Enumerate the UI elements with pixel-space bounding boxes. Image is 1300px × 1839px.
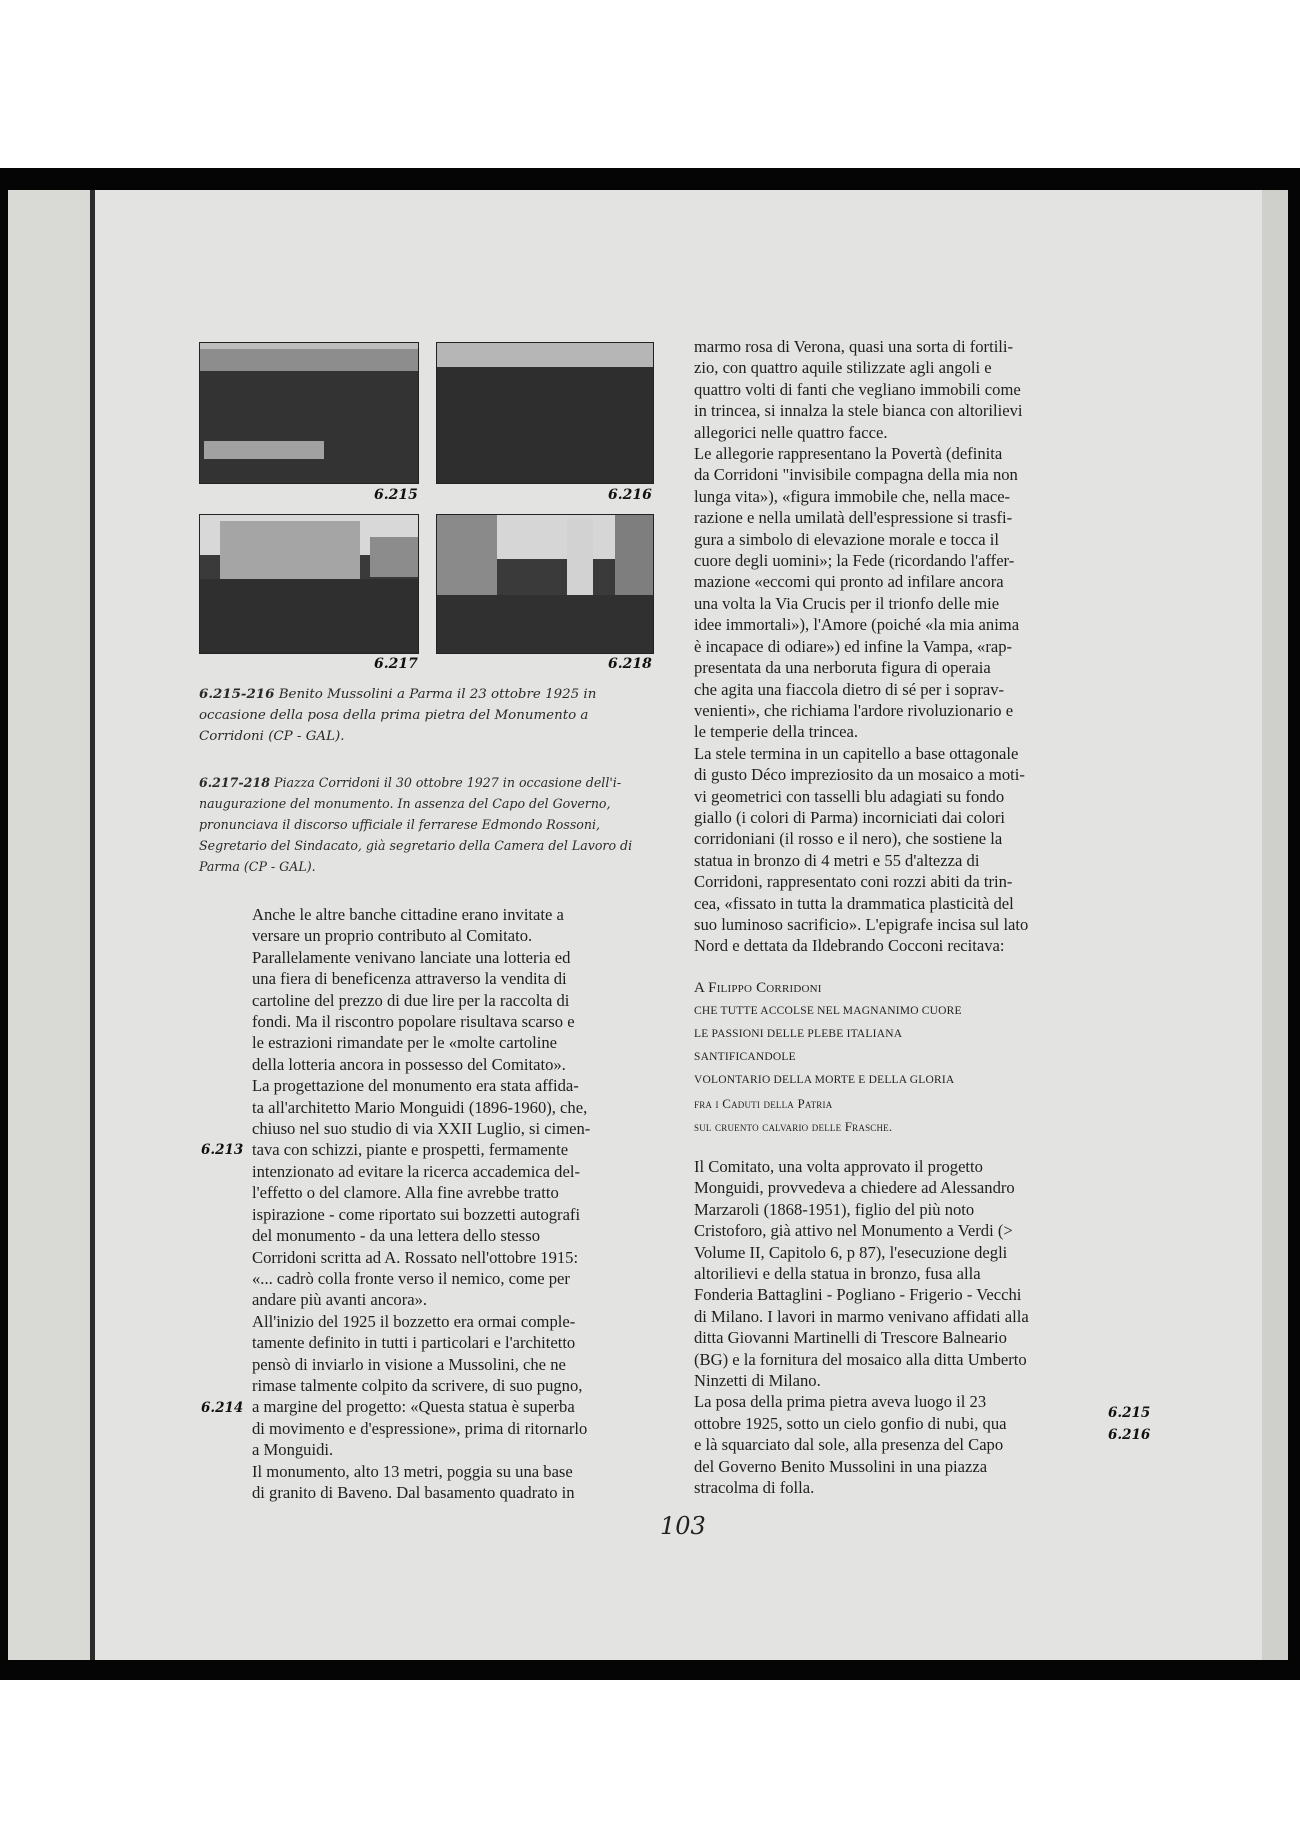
figure-number: 6.217 [374,656,418,672]
text-line: a margine del progetto: «Questa statua è superba [252,1397,575,1417]
text-line: una volta la Via Crucis per il trionfo delle mie [694,593,1000,613]
text-line: della lotteria ancora in possesso del Comitato». [252,1054,566,1074]
caption-ref: 6.217-218 [199,775,270,790]
text-line: La stele termina in un capitello a base ottagonale [694,743,1019,763]
text-line: Il Comitato, una volta approvato il progetto [694,1157,983,1176]
text-line: versare un proprio contributo al Comitato. [252,926,533,946]
body-text-right-continued [694,1156,1098,1499]
page-number: 103 [660,1512,706,1540]
text-line: vi geometrici con tasselli blu adagiati su fondo [694,786,1005,806]
book-fold [90,190,95,1660]
text-line: marmo rosa di Verona, quasi una sorta di fortili- [694,337,1014,356]
text-line: razione e nella umilatà dell'espressione si trasfi- [694,508,1013,528]
text-line: La progettazione del monumento era stata affida- [252,1076,579,1096]
photo-6-217 [199,514,419,654]
top-margin [0,0,1300,168]
text-line: suo luminoso sacrificio». L'epigrafe incisa sul lato [694,914,1029,934]
text-line: chiuso nel suo studio di via XXII Luglio, si cimen- [252,1119,591,1139]
text-line: le estrazioni rimandate per le «molte cartoline [252,1033,558,1053]
text-line: altorilievi e della statua in bronzo, fusa alla [694,1264,981,1284]
figure-number: 6.216 [608,487,652,503]
scan-border-left [0,168,8,1680]
text-line: Le allegorie rappresentano la Povertà (definita [694,444,1003,464]
caption-line: Parma (CP - GAL). [199,859,316,874]
text-line: «... cadrò colla fronte verso il nemico, come per [252,1268,570,1288]
text-line: All'inizio del 1925 il bozzetto era ormai comple- [252,1311,576,1331]
caption-line: Benito Mussolini a Parma il 23 ottobre 1925 in [278,687,597,702]
text-line: La posa della prima pietra aveva luogo il 23 [694,1392,987,1412]
margin-reference: 6.215 [1108,1405,1151,1421]
text-line: Anche le altre banche cittadine erano invitate a [252,905,564,924]
text-line: una fiera di beneficenza attraverso la vendita di [252,969,567,989]
text-line: (BG) e la fornitura del mosaico alla ditta Umberto [694,1349,1027,1369]
text-line: cuore degli uomini»; la Fede (ricordando l'affer- [694,551,1015,571]
text-line: di gusto Déco impreziosito da un mosaico a moti- [694,765,1025,785]
text-line: tava con schizzi, piante e prospetti, fermamente [252,1140,569,1160]
text-line: Corridoni scritta ad A. Rossato nell'ottobre 1915: [252,1247,579,1267]
photo-caption-2 [199,772,655,877]
epigraph-line: CHE TUTTE ACCOLSE NEL MAGNANIMO CUORE [694,1005,962,1017]
text-line: ditta Giovanni Martinelli di Trescore Balneario [694,1328,1007,1348]
text-line: ottobre 1925, sotto un cielo gonfio di nubi, qua [694,1413,1007,1433]
photo-6-218 [436,514,654,654]
text-line: da Corridoni "invisibile compagna della mia non [694,465,1018,485]
text-line: statua in bronzo di 4 metri e 55 d'altezza di [694,850,980,870]
text-line: allegorici nelle quattro facce. [694,422,888,442]
epigraph-line: fra i Caduti della Patria [694,1096,833,1111]
margin-reference: 6.216 [1108,1427,1151,1443]
text-line: che agita una fiaccola dietro di sé per i soprav- [694,679,1005,699]
text-line: stracolma di folla. [694,1478,815,1498]
text-line: Nord e dettata da Ildebrando Cocconi recitava: [694,936,1005,956]
scan-border-bottom [0,1660,1300,1680]
margin-reference: 6.213 [201,1142,244,1158]
text-line: del Governo Benito Mussolini in una piazza [694,1456,988,1476]
text-line: Marzaroli (1868-1951), figlio del più noto [694,1199,975,1219]
caption-line: Corridoni (CP - GAL). [199,729,345,744]
text-line: mazione «eccomi qui pronto ad infilare ancora [694,572,1004,592]
text-line: corridoniani (il rosso e il nero), che sostiene la [694,829,1003,849]
text-line: fondi. Ma il riscontro popolare risultava scarso e [252,1012,575,1032]
text-line: è incapace di odiare») ed infine la Vampa, «rap- [694,636,1013,656]
text-line: di granito di Baveno. Dal basamento quadrato in [252,1482,575,1502]
text-line: presentata da una nerboruta figura di operaia [694,658,991,678]
body-text-left [252,904,654,1503]
figure-number: 6.218 [608,656,652,672]
text-line: e là squarciato dal sole, alla presenza del Capo [694,1435,1004,1455]
text-line: Volume II, Capitolo 6, p 87), l'esecuzione degli [694,1242,1008,1262]
text-line: cartoline del prezzo di due lire per la raccolta di [252,990,570,1010]
scan-border-right [1288,168,1300,1680]
text-line: Cristoforo, già attivo nel Monumento a Verdi (> [694,1221,1013,1241]
text-line: in trincea, si innalza la stele bianca con altorilievi [694,401,1023,421]
text-line: rimase talmente colpito da scrivere, di suo pugno, [252,1375,583,1395]
caption-line: Piazza Corridoni il 30 ottobre 1927 in occasione dell'i- [273,775,622,790]
epigraph-line: VOLONTARIO DELLA MORTE E DELLA GLORIA [694,1074,955,1086]
text-line: idee immortali»), l'Amore (poiché «la mia anima [694,615,1020,635]
text-line: pensò di inviarlo in visione a Mussolini, che ne [252,1354,566,1374]
epigraph-line: SANTIFICANDOLE [694,1051,796,1063]
text-line: le temperie della trincea. [694,722,859,742]
epigraph-line: sul cruento calvario delle Frasche. [694,1119,893,1134]
margin-reference: 6.214 [201,1400,244,1416]
text-line: zio, con quattro aquile stilizzate agli angoli e [694,358,992,378]
text-line: Il monumento, alto 13 metri, poggia su una base [252,1461,573,1481]
caption-line: pronunciava il discorso ufficiale il ferrarese Edmondo Rossoni, [199,817,601,832]
text-line: quattro volti di fanti che vegliano immobili come [694,379,1021,399]
text-line: gura a simbolo di elevazione morale e tocca il [694,529,1000,549]
epigraph-line: LE PASSIONI DELLE PLEBE ITALIANA [694,1028,903,1040]
photo-6-216 [436,342,654,484]
text-line: andare più avanti ancora». [252,1290,428,1310]
epigraph-line: A Filippo Corridoni [694,980,822,996]
scan-border-top [0,168,1300,190]
text-line: intenzionato ad evitare la ricerca accademica del- [252,1161,580,1181]
figure-number: 6.215 [374,487,418,503]
caption-ref: 6.215-216 [199,686,275,702]
previous-page-edge [8,190,90,1660]
photo-6-215 [199,342,419,484]
caption-line: occasione della posa della prima pietra del Monumento a [199,708,589,723]
text-line: Ninzetti di Milano. [694,1371,821,1391]
text-line: lunga vita»), «figura immobile che, nella mace- [694,486,1011,506]
text-line: a Monguidi. [252,1440,334,1460]
text-line: di movimento e d'espressione», prima di ritornarlo [252,1418,588,1438]
text-line: del monumento - da una lettera dello stesso [252,1226,541,1246]
text-line: venienti», che richiama l'ardore rivoluzionario e [694,700,1014,720]
body-text-right [694,336,1098,957]
text-line: giallo (i colori di Parma) incorniciati dai colori [694,807,1006,827]
text-line: Corridoni, rappresentato coni rozzi abiti da trin- [694,872,1013,892]
text-line: l'effetto o del clamore. Alla fine avrebbe tratto [252,1183,559,1203]
text-line: ta all'architetto Mario Monguidi (1896-1960), che, [252,1097,588,1117]
text-line: Monguidi, provvedeva a chiedere ad Alessandro [694,1178,1015,1198]
photo-caption-1 [199,684,655,747]
text-line: tamente definito in tutti i particolari e l'architetto [252,1333,576,1353]
text-line: Fonderia Battaglini - Pogliano - Frigerio - Vecchi [694,1285,1022,1305]
epigraph [694,977,1098,1138]
text-line: di Milano. I lavori in marmo venivano affidati alla [694,1306,1029,1326]
text-line: ispirazione - come riportato sui bozzetti autografi [252,1204,581,1224]
text-line: Parallelamente venivano lanciate una lotteria ed [252,947,571,967]
text-line: cea, «fissato in tutta la drammatica plasticità del [694,893,1014,913]
caption-line: naugurazione del monumento. In assenza del Capo del Governo, [199,796,611,811]
caption-line: Segretario del Sindacato, già segretario della Camera del Lavoro di [199,838,633,853]
page-edge-shadow [1262,190,1288,1660]
